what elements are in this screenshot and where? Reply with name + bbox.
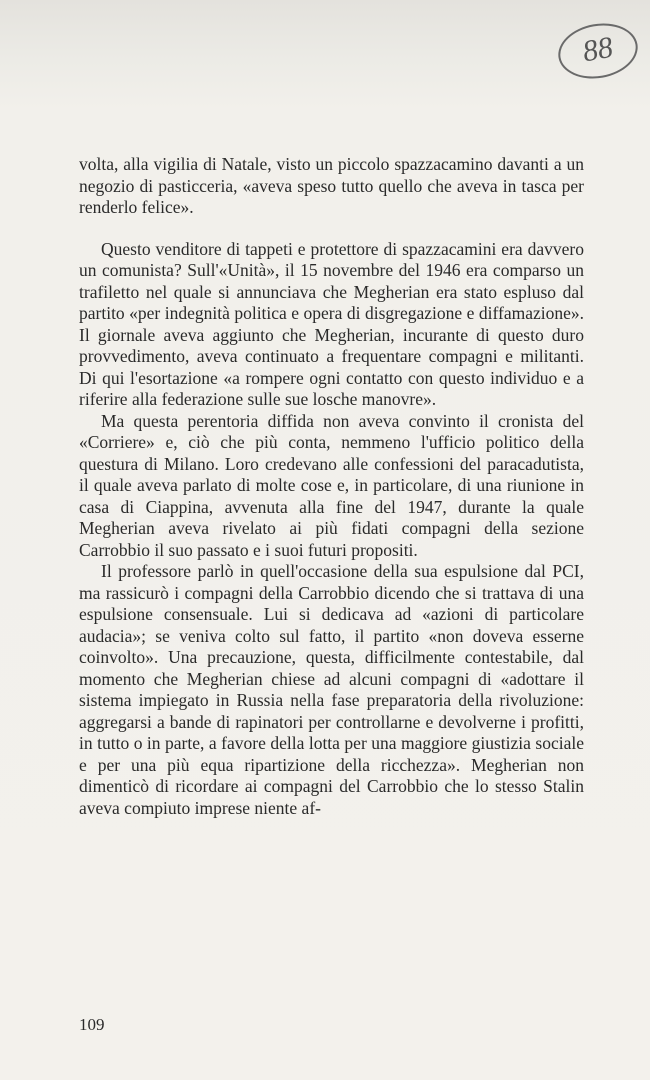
paragraph: Questo venditore di tappeti e protettore di spazzacamini era davvero un comunista? Sull'«Unità», il 15 novembre del 1946 era comparso un trafiletto nel quale si annunciava che Megherian era stato espluso dal partito «per indegnità politica e opera di disgregazione e diffamazione». Il giornale aveva aggiunto che Megherian, incurante di questo duro provvedimento, aveva continuato a frequentare compagni e militanti. Di qui l'esortazione «a rompere ogni contatto con questo individuo e a riferire alla federazione sulle sue losche manovre». bbox=[79, 238, 584, 409]
paragraph: Il professore parlò in quell'occasione della sua espulsione dal PCI, ma rassicurò i compagni della Carrobbio dicendo che si trattava di una espulsione consensuale. Lui si dedicava ad «azioni di particolare audacia»; se veniva colto sul fatto, il partito «non doveva esserne coinvolto». Una precauzione, questa, difficilmente contestabile, dal momento che Megherian chiese ad alcuni compagni di «adottare il sistema impiegato in Russia nella fase preparatoria della rivoluzione: aggregarsi a bande di rapinatori per controllarne e devolverne i profitti, in tutto o in parte, a favore della lotta per una maggiore giustizia sociale e per una più equa ripartizione della ricchezza». Megherian non dimenticò di ricordare ai compagni del Carrobbio che lo stesso Stalin aveva compiuto imprese niente af- bbox=[79, 561, 584, 818]
stamp-number: 88 bbox=[580, 30, 616, 69]
page-number: 109 bbox=[79, 1015, 105, 1034]
paragraph: Ma questa perentoria diffida non aveva convinto il cronista del «Corriere» e, ciò che più conta, nemmeno l'ufficio politico della questura di Milano. Loro credevano alle confessioni del paracadutista, il quale aveva parlato di molte cose e, in particolare, di una riunione in casa di Ciappina, avvenuta alla fine del 1947, durante la quale Megherian aveva rivelato ai più fidati compagni della sezione Carrobbio il suo passato e i suoi futuri propositi. bbox=[79, 410, 584, 560]
archive-stamp bbox=[554, 17, 642, 84]
body-text bbox=[79, 154, 584, 819]
paragraph-continuation: volta, alla vigilia di Natale, visto un piccolo spazzacamino davanti a un negozio di pasticceria, «aveva speso tutto quello che aveva in tasca per renderlo felice». bbox=[79, 154, 584, 217]
